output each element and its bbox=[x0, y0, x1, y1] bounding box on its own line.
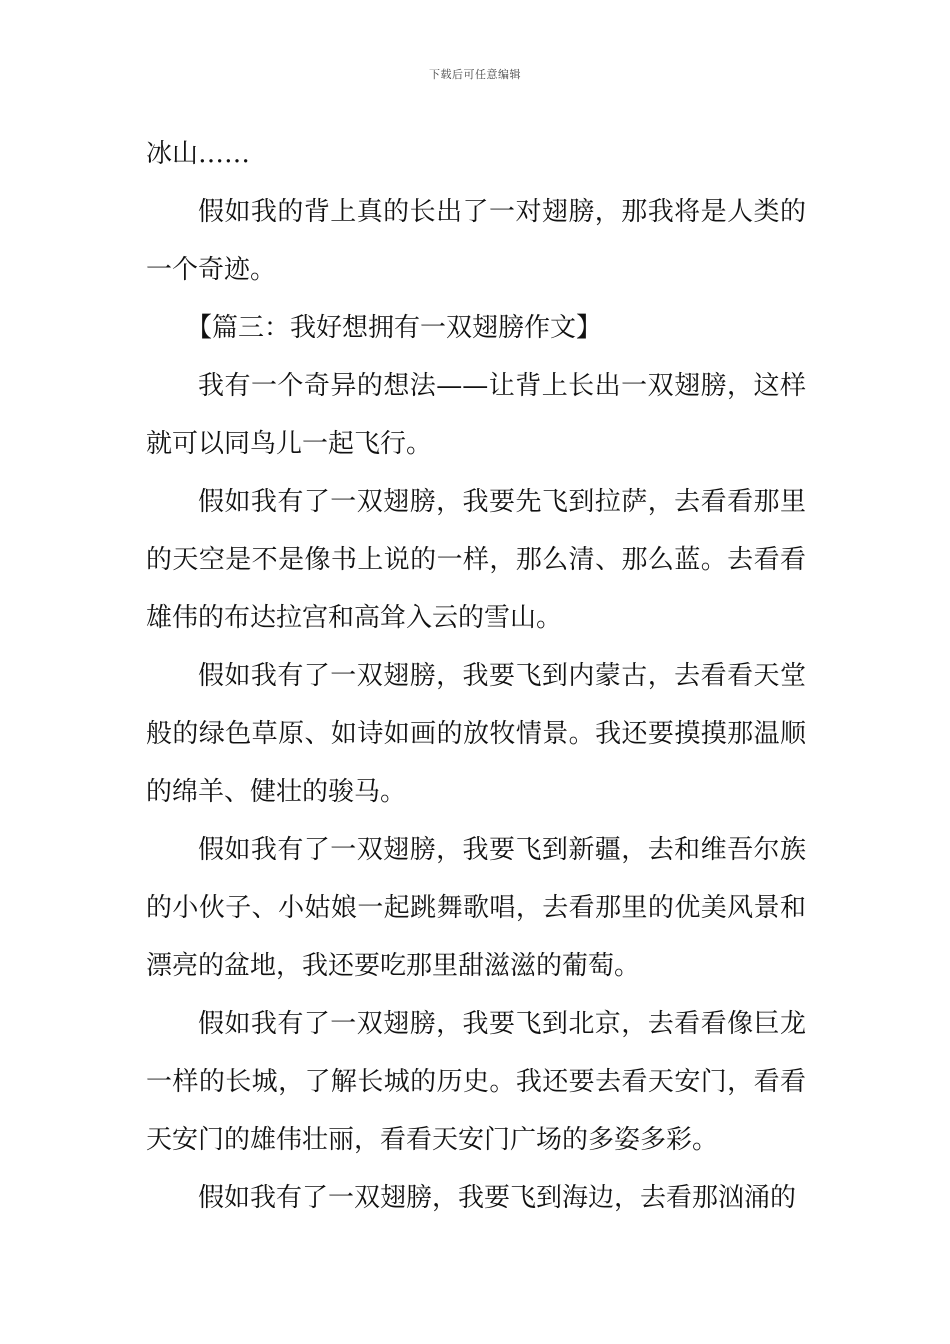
paragraph-1: 冰山…… bbox=[146, 139, 251, 169]
document-body bbox=[146, 125, 806, 1227]
paragraph-7: 假如我有了一双翅膀，我要飞到北京，去看看像巨龙一样的长城，了解长城的历史。我还要去看天安门，看看天安门的雄伟壮丽，看看天安门广场的多姿多彩。 bbox=[146, 1009, 806, 1155]
section-heading: 【篇三：我好想拥有一双翅膀作文】 bbox=[186, 313, 603, 343]
paragraph-8: 假如我有了一双翅膀，我要飞到海边，去看那汹涌的 bbox=[198, 1183, 797, 1213]
paragraph-4: 假如我有了一双翅膀，我要先飞到拉萨，去看看那里的天空是不是像书上说的一样，那么清、那么蓝。去看看雄伟的布达拉宫和高耸入云的雪山。 bbox=[146, 487, 806, 633]
paragraph-2: 假如我的背上真的长出了一对翅膀，那我将是人类的一个奇迹。 bbox=[146, 197, 806, 285]
paragraph-5: 假如我有了一双翅膀，我要飞到内蒙古，去看看天堂般的绿色草原、如诗如画的放牧情景。我还要摸摸那温顺的绵羊、健壮的骏马。 bbox=[146, 661, 806, 807]
page-header: 下载后可任意编辑 bbox=[429, 68, 521, 81]
paragraph-6: 假如我有了一双翅膀，我要飞到新疆，去和维吾尔族的小伙子、小姑娘一起跳舞歌唱，去看那里的优美风景和漂亮的盆地，我还要吃那里甜滋滋的葡萄。 bbox=[146, 835, 806, 981]
paragraph-3: 我有一个奇异的想法——让背上长出一双翅膀，这样就可以同鸟儿一起飞行。 bbox=[146, 371, 806, 459]
